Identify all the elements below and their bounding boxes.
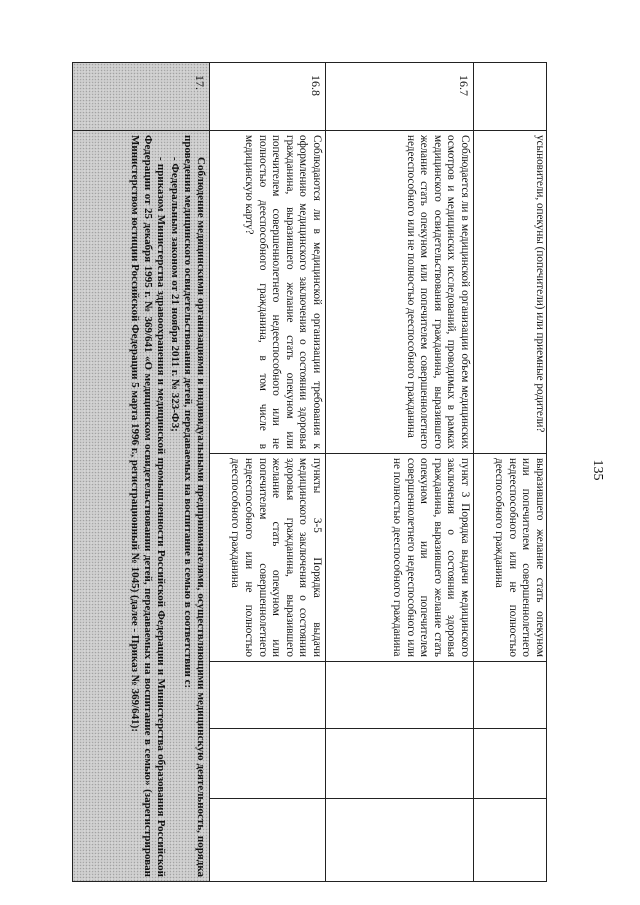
column-divider [209, 728, 547, 729]
row-17-number: 17. [193, 75, 207, 90]
row-17-heading [75, 131, 209, 881]
row-16-8-number: 16.8 [309, 75, 323, 96]
column-divider [209, 798, 547, 799]
heading-text: Соблюдение медицинскими организациями и индивидуальными предпринимателями, осуществляющими медицинскую деятельность, порядка проведения медицинского освидетельствования детей, передаваемых на воспитание в семью в соответствии с: [181, 135, 207, 877]
law-reference: - Федеральным законом от 21 ноября 2011 г. № 323-ФЗ; [168, 157, 181, 432]
row-continued-basis: выразившего желание стать опекуном или попечителем совершеннолетнего недееспособного или не полностью дееспособного гражданина [493, 458, 546, 657]
row-16-8-basis: пункты 3-5 Порядка выдачи медицинского заключения о состоянии здоровья гражданина, выразившего желание стать опекуном или попечителем совершеннолетнего недееспособного или не полностью дееспособного гражданина [229, 458, 323, 657]
row-16-7-basis: пункт 3 Порядка выдачи медицинского заключения о состоянии здоровья гражданина, выразившего желание стать опекуном или попечителем совершеннолетнего недееспособного или не полностью дееспособного гражданина [391, 458, 471, 657]
row-16-7-number: 16.7 [457, 75, 471, 96]
row-16-8-question: Соблюдаются ли в медицинской организации требования к оформлению медицинского заключения о состоянии здоровья гражданина, выразившего желание стать опекуном или попечителем совершеннолетнего недееспособного или не полностью дееспособного гражданина, в том числе в медицинскую карту? [243, 135, 323, 449]
requirements-table [72, 62, 547, 882]
column-divider [209, 661, 547, 662]
order-reference: - приказом Министерства здравоохранения и медицинской промышленности Российской Федерации и Министерства образования Российской Федерации от 25 декабря 1995 г. № 369/641 «О медицинском освидетельствовании детей, передаваемых на воспитание в семью» (зарегистрирован Министерством юстиции Российской Федерации 5 марта 1996 г., регистрационный № 1045) (далее - Приказ № 369/641): [128, 135, 168, 877]
row-continued-question: усыновители, опекуны (попечители) или приемные родители? [534, 135, 546, 433]
row-16-7-question: Соблюдается ли в медицинской организации объем медицинских осмотров и медицинских исследований, проводимых в рамках медицинского освидетельствования гражданина, выразившего желание стать опекуном или попечителем совершеннолетнего недееспособного или не полностью дееспособного гражданина [404, 135, 471, 449]
page-number: 135 [590, 459, 605, 481]
